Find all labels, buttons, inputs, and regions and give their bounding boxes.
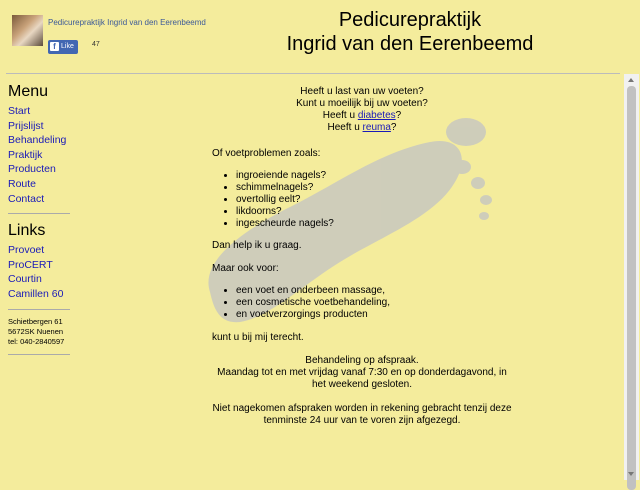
- menu-item-route[interactable]: Route: [8, 177, 37, 190]
- sidebar-divider: [8, 213, 70, 214]
- reuma-link[interactable]: reuma: [362, 122, 391, 133]
- diabetes-link[interactable]: diabetes: [357, 110, 396, 121]
- facebook-f-icon: f: [50, 42, 59, 51]
- menu-heading: Menu: [8, 83, 49, 100]
- list-item: • en voetverzorgings producten: [236, 309, 512, 321]
- facebook-page-name-link[interactable]: Pedicurepraktijk Ingrid van den Eerenbeemd: [48, 18, 206, 27]
- address-postcode-city: 5672SK Nuenen: [8, 326, 64, 336]
- problems-list: [212, 170, 512, 230]
- question-feet-complaints: Heeft u last van uw voeten?: [300, 86, 424, 97]
- appointment-line-1: Behandeling op afspraak.: [305, 355, 419, 366]
- sidebar: [8, 82, 72, 362]
- sidebar-divider: [8, 309, 70, 310]
- question-diabetes-suffix: ?: [395, 110, 402, 121]
- menu-item-praktijk[interactable]: Praktijk: [8, 148, 43, 161]
- menu-item-behandeling[interactable]: Behandeling: [8, 134, 67, 147]
- link-courtin[interactable]: Courtin: [8, 273, 42, 286]
- sidebar-divider: [8, 354, 70, 355]
- header-divider: [6, 73, 620, 74]
- scroll-down-arrow-icon[interactable]: [628, 472, 634, 476]
- facebook-like-count: 47: [92, 41, 100, 48]
- main-content: [212, 86, 512, 427]
- list-item: • likdoorns?: [236, 206, 512, 218]
- intro-questions: [212, 86, 512, 134]
- facebook-page-box: [12, 15, 207, 57]
- site-title: [220, 8, 600, 56]
- link-camillen-60[interactable]: Camillen 60: [8, 287, 64, 300]
- question-reuma: [212, 122, 512, 134]
- site-title-line-2: Ingrid van den Eerenbeemd: [286, 33, 534, 55]
- menu-item-producten[interactable]: Producten: [8, 163, 56, 176]
- question-diabetes-prefix: Heeft u: [322, 110, 358, 121]
- facebook-like-button[interactable]: [48, 40, 78, 54]
- cancellation-notice: Niet nagekomen afspraken worden in rekening gebracht tenzij deze tenminste 24 uur van te voren zijn afgezegd.: [212, 403, 512, 426]
- list-item: • een cosmetische voetbehandeling,: [236, 297, 512, 309]
- page-scrollbar[interactable]: [624, 74, 639, 480]
- link-provoet[interactable]: Provoet: [8, 244, 45, 257]
- also-list: [212, 285, 512, 321]
- list-item: • ingroeiende nagels?: [236, 170, 512, 182]
- address-street: Schietbergen 61: [8, 316, 63, 326]
- list-item: • schimmelnagels?: [236, 182, 512, 194]
- list-item: • overtollig eelt?: [236, 194, 512, 206]
- problems-intro: Of voetproblemen zoals:: [212, 148, 321, 159]
- facebook-like-label: Like: [61, 43, 74, 50]
- scrollbar-thumb[interactable]: [627, 86, 636, 490]
- list-item: • een voet en onderbeen massage,: [236, 285, 512, 297]
- list-item: • ingescheurde nagels?: [236, 218, 512, 230]
- contact-line: kunt u bij mij terecht.: [212, 332, 304, 343]
- menu-item-prijslijst[interactable]: Prijslijst: [8, 119, 44, 132]
- help-text: Dan help ik u graag.: [212, 240, 302, 251]
- appointment-info: [212, 355, 512, 391]
- link-procert[interactable]: ProCERT: [8, 258, 53, 271]
- menu-item-start[interactable]: Start: [8, 105, 31, 117]
- question-reach-feet: Kunt u moeilijk bij uw voeten?: [296, 98, 428, 109]
- question-reuma-prefix: Heeft u: [327, 122, 363, 133]
- links-heading: Links: [8, 222, 46, 240]
- address-block: [8, 317, 72, 347]
- site-title-line-1: Pedicurepraktijk: [338, 9, 482, 31]
- facebook-profile-picture[interactable]: [12, 15, 43, 46]
- menu-item-contact[interactable]: Contact: [8, 192, 45, 205]
- question-reuma-suffix: ?: [390, 122, 397, 133]
- question-diabetes: [212, 110, 512, 122]
- opening-hours: Maandag tot en met vrijdag vanaf 7:30 en op donderdagavond, in het weekend gesloten.: [217, 367, 507, 390]
- address-phone: tel: 040-2840597: [8, 336, 65, 346]
- also-intro: Maar ook voor:: [212, 263, 279, 274]
- scroll-up-arrow-icon[interactable]: [628, 78, 634, 82]
